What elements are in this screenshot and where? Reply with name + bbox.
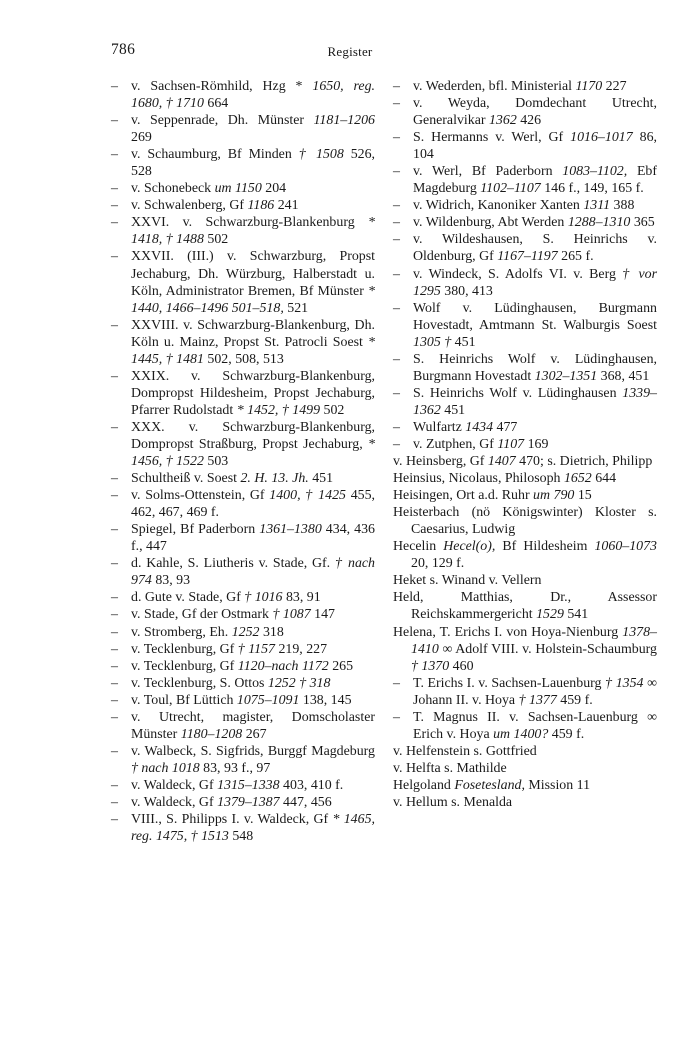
entry-text: 470; s. Dietrich, Philipp (515, 454, 653, 470)
index-entry (111, 555, 375, 589)
entry-text: v. Stromberg, Eh. (131, 624, 232, 640)
index-entry (111, 675, 375, 692)
entry-text: Mission 11 (524, 777, 591, 793)
index-headword-entry (393, 572, 657, 589)
index-entry (393, 419, 657, 436)
entry-date: 1362 (488, 113, 517, 129)
entry-text: v. Sachsen-Römhild, Hzg * (131, 79, 313, 94)
entry-date: 1170 (575, 79, 603, 94)
page-number: 786 (111, 41, 136, 58)
index-entry (393, 675, 657, 709)
entry-text: 265 (328, 658, 354, 674)
entry-text: T. Magnus II. v. Sachsen-Lauenburg ∞ Erich v. Hoya (413, 709, 657, 742)
entry-date: * 1456, † 1522 (131, 436, 375, 470)
entry-date: 1181–1206 (313, 113, 375, 129)
entry-text: 526, 528 (131, 147, 375, 180)
entry-text: 447, 456 (279, 794, 332, 810)
entry-text: XXVIII. v. Schwarzburg-Blankenburg, Dh. Köln u. Mainz, Propst St. Patrocli Soest (131, 317, 375, 350)
index-entry (393, 351, 657, 385)
entry-text: Wulfartz (413, 419, 466, 435)
index-entry (111, 470, 375, 487)
entry-date: 1060–1073 (594, 539, 657, 555)
entry-text: 664 (203, 96, 229, 112)
index-entry (111, 658, 375, 675)
entry-date: † 1370 (411, 658, 450, 674)
index-entry (111, 692, 375, 709)
index-headword-entry (393, 538, 657, 572)
entry-text: 541 (563, 607, 589, 623)
entry-date: 1311 (583, 198, 611, 214)
index-headword-entry (393, 777, 657, 794)
entry-text: 644 (591, 471, 617, 487)
index-column-left (111, 78, 375, 845)
index-entry (393, 385, 657, 419)
entry-text: v. Heinsberg, Gf (393, 454, 488, 470)
entry-text: v. Werl, Bf Paderborn (413, 164, 563, 180)
entry-text: 365 (630, 215, 655, 231)
index-entry (111, 146, 375, 180)
entry-date: 1083–1102, (562, 164, 628, 180)
entry-text: 83, 91 (282, 590, 321, 606)
running-head: Register (327, 44, 373, 59)
entry-text: Ebf Magdeburg (413, 164, 657, 197)
entry-date: 1400, † 1425 (269, 488, 346, 504)
entry-date: 1361–1380 (259, 522, 322, 538)
entry-text: S. Heinrichs Wolf v. Lüdinghausen (413, 385, 623, 401)
entry-text: v. Wederden, bfl. Ministerial (413, 79, 576, 94)
index-entry (393, 129, 657, 163)
entry-text: v. Widrich, Kanoniker Xanten (413, 198, 584, 214)
entry-date: † 1508 (298, 147, 344, 163)
entry-date: 1252 † 318 (267, 675, 331, 691)
entry-date: † 1377 (518, 692, 557, 708)
entry-text: 403, 410 f. (279, 777, 344, 793)
entry-date: 1339–1362 (413, 385, 657, 418)
entry-date: 2. H. 13. Jh. (240, 471, 309, 487)
entry-date: 1288–1310 (567, 215, 631, 231)
entry-text: 459 f. (548, 726, 585, 742)
entry-date: 1305 † (413, 334, 452, 350)
index-entry (393, 163, 657, 197)
entry-text: Heket s. Winand v. Vellern (393, 573, 542, 589)
entry-date: 1650, reg. 1680, † 1710 (131, 79, 376, 112)
index-headword-entry (393, 624, 657, 675)
entry-date: 1075–1091 (236, 692, 300, 708)
entry-date: † 1354 (605, 675, 644, 691)
index-entry (111, 248, 375, 316)
entry-text: 146 f., 149, 165 f. (540, 181, 644, 197)
entry-text: 502 (320, 402, 345, 418)
entry-text: 138, 145 (299, 692, 352, 708)
index-entry (111, 521, 375, 555)
entry-text: v. Waldeck, Gf (131, 794, 218, 810)
index-entry (111, 794, 375, 811)
entry-text: 83, 93 (151, 573, 191, 589)
index-headword-entry (393, 794, 657, 811)
entry-date: 1016–1017 (570, 130, 633, 146)
entry-text: 267 (242, 726, 267, 742)
entry-text: 459 f. (556, 692, 593, 708)
entry-date: * 1440, 1466–1496 501–518, (131, 283, 375, 316)
entry-date: † 1157 (237, 641, 275, 657)
index-entry (111, 811, 375, 845)
entry-date: 1120–nach 1172 (237, 658, 329, 674)
entry-text: d. Kahle, S. Liutheris v. Stade, Gf. (131, 556, 335, 572)
entry-text: 548 (228, 829, 254, 845)
entry-date: um 1400? (493, 726, 549, 742)
entry-date: Fosetesland, (454, 777, 525, 793)
entry-text: v. Toul, Bf Lüttich (131, 692, 237, 708)
index-headword-entry (393, 470, 657, 487)
index-entry (111, 112, 375, 146)
entry-text: 265 f. (557, 249, 594, 265)
entry-text: 380, 413 (440, 283, 493, 299)
entry-date: † nach 1018 (131, 760, 200, 776)
entry-text: ∞ Johann II. v. Hoya (413, 675, 657, 708)
index-entry (111, 214, 375, 248)
entry-text: 451 (451, 334, 476, 350)
entry-text: 169 (524, 436, 549, 452)
entry-text: v. Tecklenburg, Gf (131, 658, 238, 674)
entry-text: 477 (493, 419, 518, 435)
entry-text: 368, 451 (597, 368, 650, 384)
index-headword-entry (393, 487, 657, 504)
entry-text: 460 (449, 658, 474, 674)
index-entry (111, 589, 375, 606)
entry-date: 1107 (497, 436, 525, 452)
index-entry (393, 95, 657, 129)
entry-text: 455, 462, 467, 469 f. (131, 488, 375, 521)
index-headword-entry (393, 504, 657, 538)
index-entry (111, 78, 375, 112)
entry-text: 426 (516, 113, 542, 129)
entry-text: S. Heinrichs Wolf v. Lüdinghausen, Burgmann Hovestadt (413, 351, 657, 384)
entry-text: v. Utrecht, magister, Domscholaster Münster (131, 709, 375, 742)
index-entry (111, 709, 375, 743)
entry-text: 227 (602, 79, 627, 94)
entry-text: v. Weyda, Domdechant Utrecht, Generalvikar (413, 96, 657, 129)
entry-text: Heisingen, Ort a.d. Ruhr (393, 488, 534, 504)
index-headword-entry (393, 760, 657, 777)
entry-text: 219, 227 (274, 641, 328, 657)
index-entry (111, 487, 375, 521)
entry-text: v. Seppenrade, Dh. Münster (131, 113, 314, 129)
entry-text: VIII., S. Philipps I. v. Waldeck, Gf (131, 812, 333, 828)
entry-date: um 1150 (214, 181, 262, 197)
entry-text: 503 (203, 454, 229, 470)
index-entry (111, 419, 375, 470)
index-headword-entry (393, 589, 657, 623)
entry-text: XXIX. v. Schwarzburg-Blankenburg, Dompropst Hildesheim, Propst Jechaburg, Pfarrer Rudolstadt (131, 368, 375, 418)
entry-text: ∞ Adolf VIII. v. Holstein-Schaumburg (438, 641, 657, 657)
entry-text: 86, 104 (413, 130, 657, 163)
entry-date: um 790 (533, 488, 575, 504)
entry-text: XXVI. v. Schwarzburg-Blankenburg (131, 215, 369, 231)
entry-text: T. Erichs I. v. Sachsen-Lauenburg (413, 675, 606, 691)
entry-date: 1407 (487, 454, 516, 470)
index-column-right (393, 78, 657, 811)
entry-text: 388 (610, 198, 635, 214)
entry-text: Heinsius, Nicolaus, Philosoph (393, 471, 564, 487)
entry-text: Bf Hildesheim (495, 539, 595, 555)
entry-text: Schultheiß v. Soest (131, 471, 241, 487)
entry-date: 1252 (231, 624, 260, 640)
entry-text: v. Stade, Gf der Ostmark (131, 607, 273, 623)
entry-text: 204 (261, 181, 287, 197)
entry-date: Hecel(o), (443, 539, 496, 555)
entry-text: v. Windeck, S. Adolfs VI. v. Berg (413, 266, 623, 282)
entry-date: * 1418, † 1488 (131, 215, 375, 248)
index-entry (393, 300, 657, 351)
entry-date: † nach 974 (131, 556, 375, 589)
entry-text: XXVII. (III.) v. Schwarzburg, Propst Jechaburg, Dh. Würzburg, Halberstadt u. Köln, Administrator Bremen, Bf Münster (131, 249, 375, 299)
entry-text: 451 (440, 402, 466, 418)
entry-text: 15 (574, 488, 592, 504)
entry-text: v. Schwalenberg, Gf (131, 198, 248, 214)
entry-text: v. Waldeck, Gf (131, 777, 218, 793)
index-entry (393, 197, 657, 214)
index-entry (111, 317, 375, 368)
entry-text: v. Helfenstein s. Gottfried (393, 743, 537, 759)
entry-date: † 1087 (272, 607, 311, 623)
entry-text: 521 (283, 300, 309, 316)
entry-text: v. Tecklenburg, Gf (131, 641, 238, 657)
index-entry (111, 606, 375, 623)
index-entry (111, 368, 375, 419)
entry-date: 1186 (247, 198, 275, 214)
entry-date: * 1452, † 1499 (236, 402, 321, 418)
entry-text: S. Hermanns v. Werl, Gf (413, 130, 571, 146)
entry-date: * 1465, reg. 1475, † 1513 (131, 812, 375, 845)
entry-text: Wolf v. Lüdinghausen, Burgmann Hovestadt, Amtmann St. Walburgis Soest (413, 300, 657, 333)
index-headword-entry (393, 453, 657, 470)
entry-text: v. Schonebeck (131, 181, 215, 197)
index-entry (393, 214, 657, 231)
entry-text: v. Helfta s. Mathilde (393, 760, 507, 776)
index-entry (393, 231, 657, 265)
entry-text: v. Wildeshausen, S. Heinrichs v. Oldenburg, Gf (413, 232, 657, 265)
index-entry (111, 743, 375, 777)
entry-text: v. Hellum s. Menalda (393, 794, 513, 810)
entry-text: 83, 93 f., 97 (199, 760, 271, 776)
entry-text: v. Tecklenburg, S. Ottos (131, 675, 268, 691)
entry-text: Heisterbach (nö Königswinter) Kloster s. Caesarius, Ludwig (393, 505, 657, 538)
entry-date: † vor 1295 (413, 266, 658, 299)
entry-text: v. Walbeck, S. Sigfrids, Burggf Magdeburg (131, 743, 375, 759)
entry-date: 1302–1351 (534, 368, 598, 384)
entry-date: 1434 (465, 419, 494, 435)
entry-text: 502, 508, 513 (203, 351, 284, 367)
entry-text: 241 (274, 198, 299, 214)
entry-text: d. Gute v. Stade, Gf (131, 590, 245, 606)
entry-date: 1102–1107 (480, 181, 541, 197)
entry-date: 1529 (536, 607, 564, 623)
entry-date: * 1445, † 1481 (131, 334, 375, 367)
index-entry (393, 266, 657, 300)
entry-date: 1167–1197 (497, 249, 558, 265)
entry-date: 1378–1410 (411, 624, 657, 657)
entry-text: 502 (203, 232, 229, 248)
entry-text: Held, Matthias, Dr., Assessor Reichskammergericht (393, 590, 657, 623)
entry-text: Spiegel, Bf Paderborn (131, 522, 260, 538)
entry-text: 20, 129 f. (411, 556, 465, 572)
entry-text: v. Zutphen, Gf (413, 436, 498, 452)
entry-date: 1379–1387 (217, 794, 280, 810)
entry-text: 318 (259, 624, 284, 640)
index-entry (393, 709, 657, 743)
entry-text: v. Wildenburg, Abt Werden (413, 215, 568, 231)
index-headword-entry (393, 743, 657, 760)
entry-text: Hecelin (393, 539, 444, 555)
entry-text: 147 (310, 607, 335, 623)
entry-text: 434, 436 f., 447 (131, 522, 375, 555)
entry-date: 1180–1208 (180, 726, 243, 742)
entry-text: v. Schaumburg, Bf Minden (131, 147, 299, 163)
index-entry (393, 78, 657, 95)
index-entry (393, 436, 657, 453)
entry-date: 1652 (563, 471, 592, 487)
entry-text: 451 (308, 471, 334, 487)
index-entry (111, 641, 375, 658)
index-entry (111, 180, 375, 197)
index-entry (111, 624, 375, 641)
entry-text: Helena, T. Erichs I. von Hoya-Nienburg (393, 624, 623, 640)
index-entry (111, 777, 375, 794)
entry-text: XXX. v. Schwarzburg-Blankenburg, Dompropst Straßburg, Propst Jechaburg, (131, 419, 375, 452)
entry-text: Helgoland (393, 777, 455, 793)
entry-date: † 1016 (244, 590, 283, 606)
index-entry (111, 197, 375, 214)
entry-date: 1315–1338 (217, 777, 280, 793)
entry-text: v. Solms-Ottenstein, Gf (131, 488, 270, 504)
entry-text: 269 (131, 130, 152, 146)
